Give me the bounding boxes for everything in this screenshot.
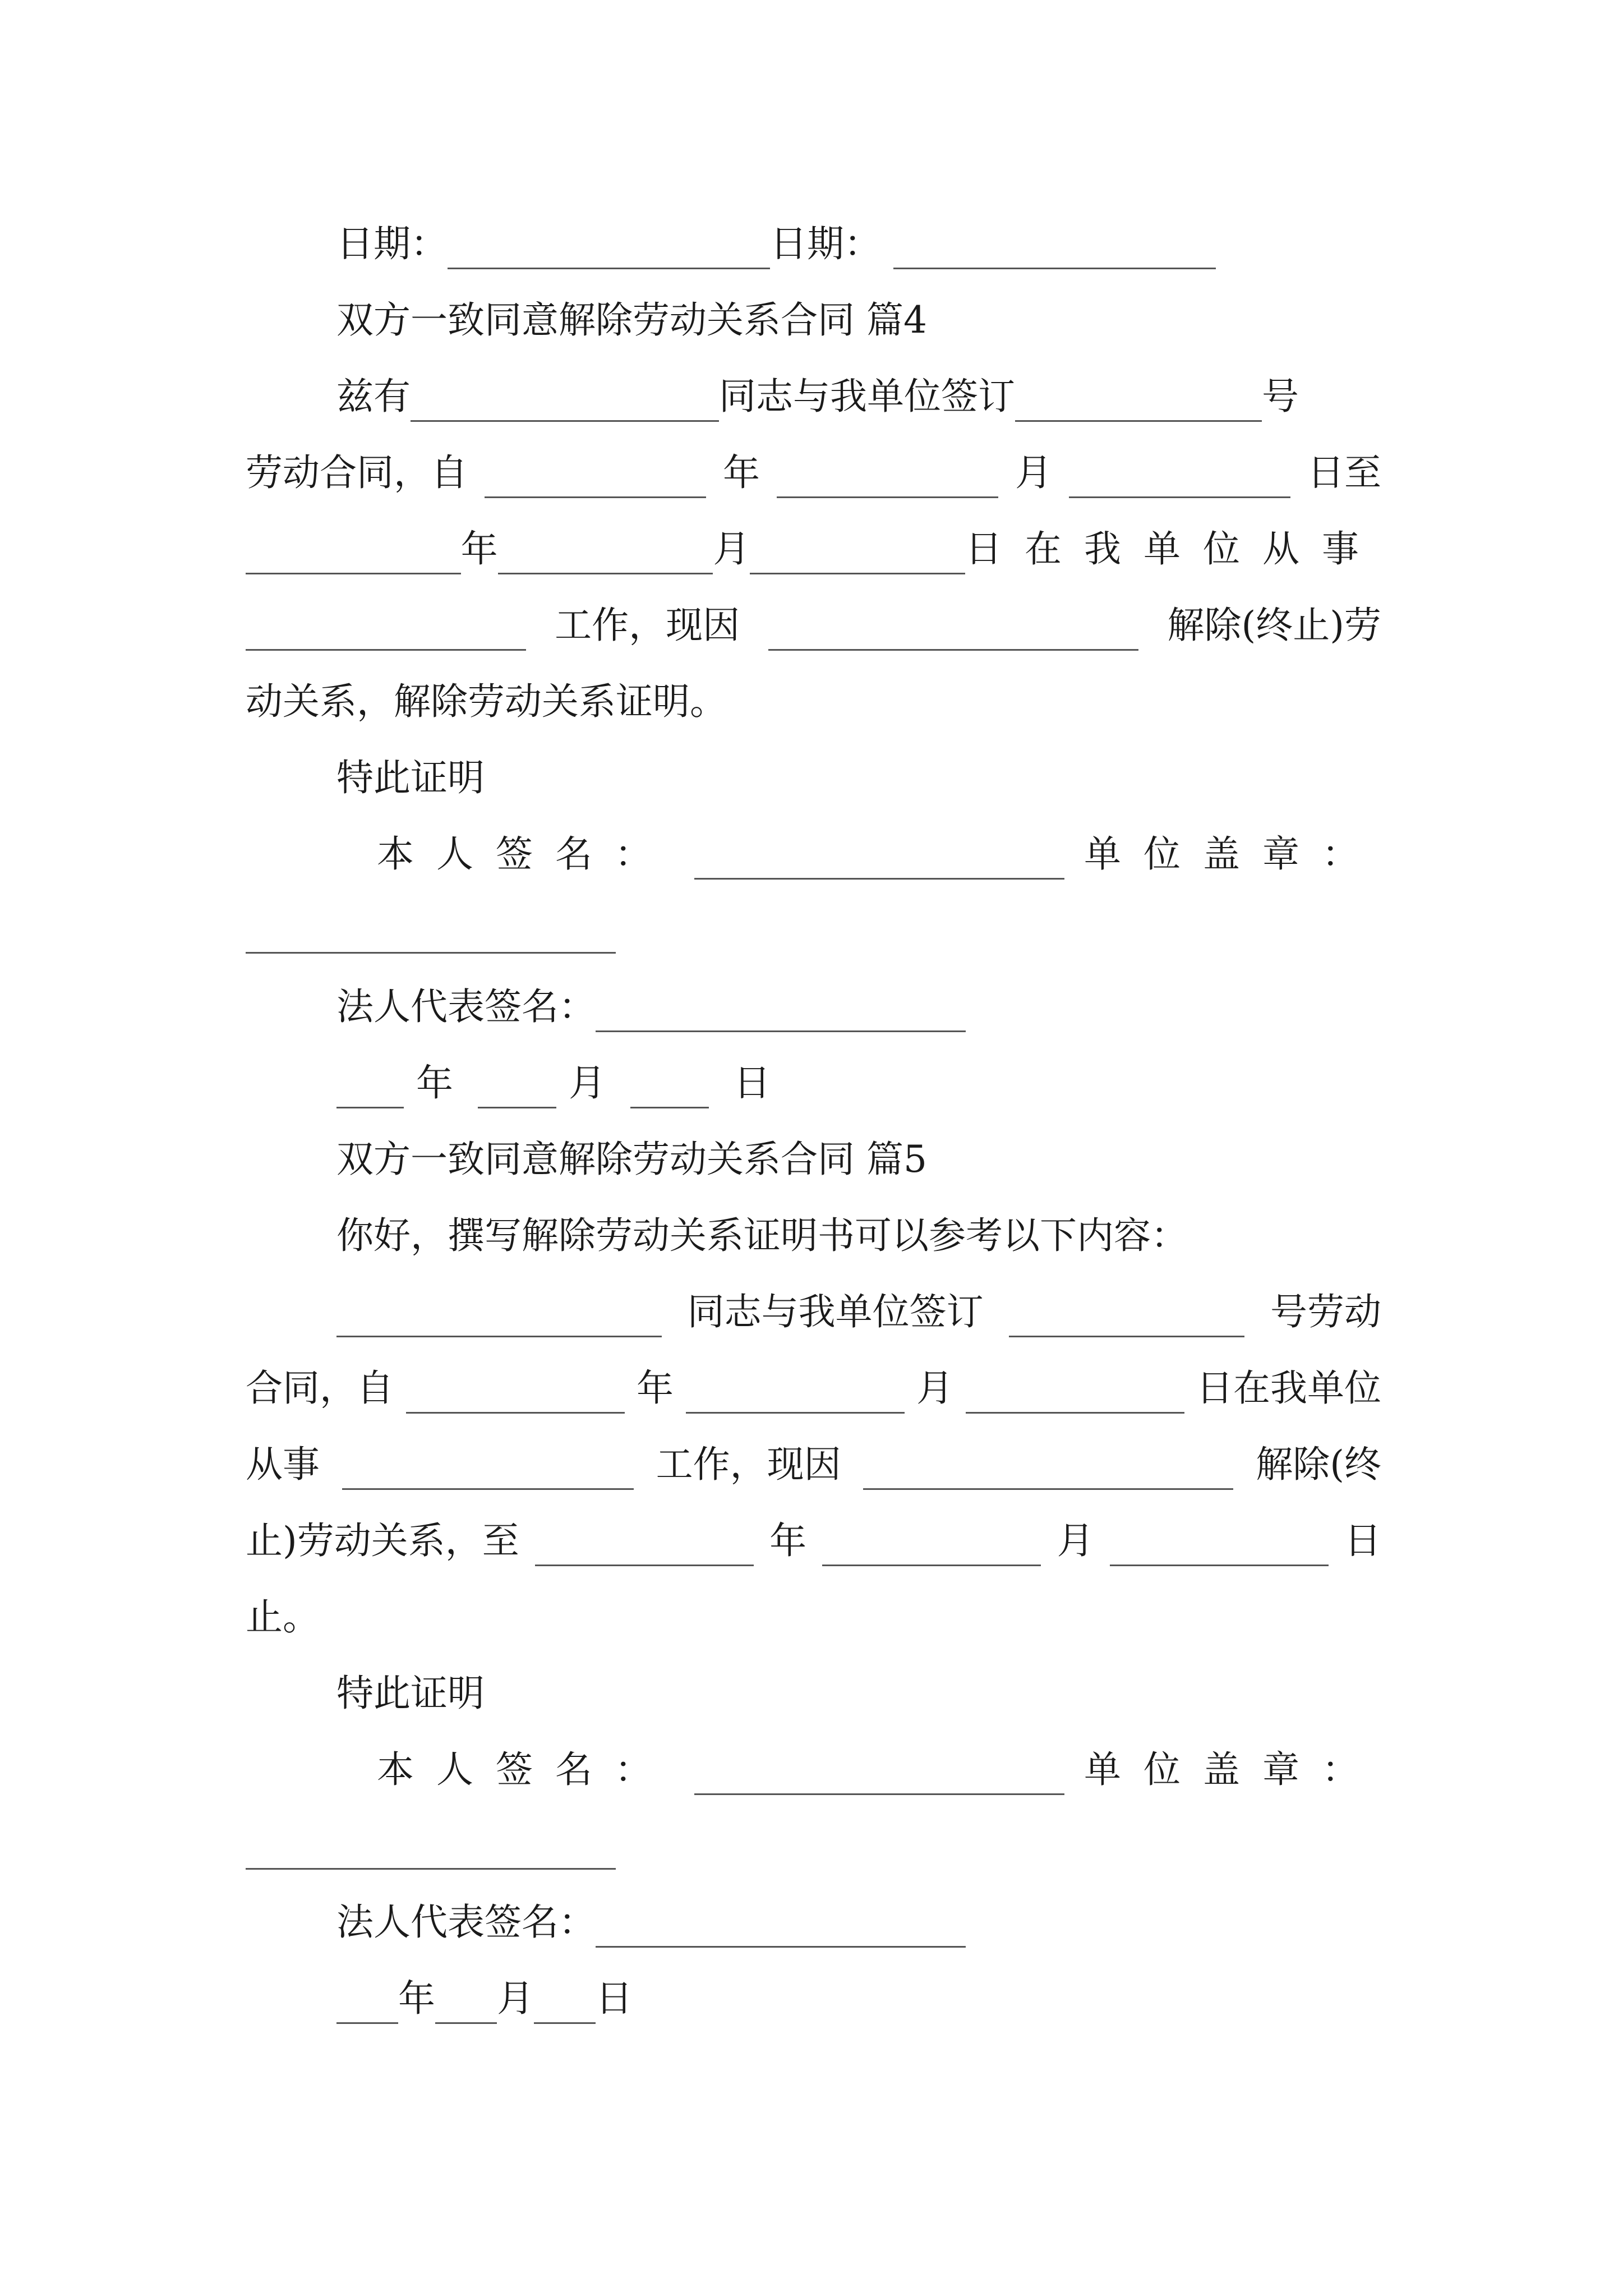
section4-paragraph-line-2: 劳动合同，自 年 月 日至 xyxy=(246,448,1381,498)
end-year-blank[interactable] xyxy=(535,1529,754,1566)
section4-paragraph-line-4: 工作，现因 解除(终止)劳 xyxy=(246,600,1381,651)
section4-signature-line: 本人签名： 单位盖章： xyxy=(377,829,1381,880)
top-date-line xyxy=(336,219,1216,269)
end-year-blank[interactable] xyxy=(246,537,461,574)
sign-year-blank[interactable] xyxy=(336,1071,404,1108)
section4-paragraph-line-5: 动关系，解除劳动关系证明。 xyxy=(246,680,727,723)
section4-heading: 双方一致同意解除劳动关系合同 篇4 xyxy=(336,298,927,342)
date-label-1: 日期： xyxy=(336,222,448,265)
section5-paragraph-line-5: 止。 xyxy=(246,1595,320,1639)
section5-paragraph-line-3: 从事 工作，现因 解除(终 xyxy=(246,1439,1381,1490)
section4-paragraph-line-1: 兹有 同志与我单位签订 号 xyxy=(336,371,1299,422)
end-day-blank[interactable] xyxy=(1110,1529,1329,1566)
sign-year-blank[interactable] xyxy=(336,1986,398,2024)
start-day-blank[interactable] xyxy=(966,1376,1184,1414)
legal-rep-signature-blank[interactable] xyxy=(596,995,966,1032)
reason-blank[interactable] xyxy=(768,613,1138,651)
end-month-blank[interactable] xyxy=(822,1529,1041,1566)
comrade-name-blank[interactable] xyxy=(411,384,719,422)
section5-intro: 你好，撰写解除劳动关系证明书可以参考以下内容： xyxy=(336,1214,1188,1257)
start-month-blank[interactable] xyxy=(777,461,998,498)
section5-heading: 双方一致同意解除劳动关系合同 篇5 xyxy=(336,1138,927,1181)
start-month-blank[interactable] xyxy=(686,1376,905,1414)
personal-signature-blank[interactable] xyxy=(694,842,1064,880)
section5-paragraph-line-1: 同志与我单位签订 号劳动 xyxy=(336,1287,1381,1337)
comrade-name-blank[interactable] xyxy=(336,1300,662,1337)
legal-rep-signature-blank[interactable] xyxy=(596,1910,966,1948)
end-day-blank[interactable] xyxy=(750,537,965,574)
end-month-blank[interactable] xyxy=(498,537,713,574)
job-title-blank[interactable] xyxy=(342,1452,634,1490)
unit-seal-blank[interactable] xyxy=(246,1868,616,1870)
section5-paragraph-line-4: 止)劳动关系，至 年 月 日 xyxy=(246,1516,1381,1566)
section5-paragraph-line-2: 合同，自 年 月 日在我单位 xyxy=(246,1363,1381,1414)
section4-date-line: 年 月 日 xyxy=(336,1058,771,1108)
unit-seal-blank[interactable] xyxy=(246,952,616,954)
sign-day-blank[interactable] xyxy=(630,1071,709,1108)
sign-month-blank[interactable] xyxy=(478,1071,556,1108)
job-title-blank[interactable] xyxy=(246,613,526,651)
section4-legal-rep-line: 法人代表签名： xyxy=(336,982,966,1032)
reason-blank[interactable] xyxy=(863,1452,1233,1490)
section5-certify-text: 特此证明 xyxy=(336,1672,485,1715)
contract-number-blank[interactable] xyxy=(1015,384,1262,422)
section4-paragraph-line-3: 年 月 日在我单位从事 xyxy=(246,524,1381,574)
date-blank-2[interactable] xyxy=(893,232,1216,269)
section4-certify-text: 特此证明 xyxy=(336,756,485,799)
section5-date-line: 年 月 日 xyxy=(336,1973,633,2024)
start-year-blank[interactable] xyxy=(485,461,706,498)
contract-number-blank[interactable] xyxy=(1009,1300,1244,1337)
personal-signature-blank[interactable] xyxy=(694,1757,1064,1795)
section5-legal-rep-line: 法人代表签名： xyxy=(336,1897,966,1948)
date-label-2: 日期： xyxy=(770,222,881,265)
start-day-blank[interactable] xyxy=(1069,461,1290,498)
sign-day-blank[interactable] xyxy=(534,1986,596,2024)
section5-signature-line: 本人签名： 单位盖章： xyxy=(377,1745,1381,1795)
sign-month-blank[interactable] xyxy=(435,1986,497,2024)
date-blank-1[interactable] xyxy=(448,232,770,269)
start-year-blank[interactable] xyxy=(406,1376,625,1414)
